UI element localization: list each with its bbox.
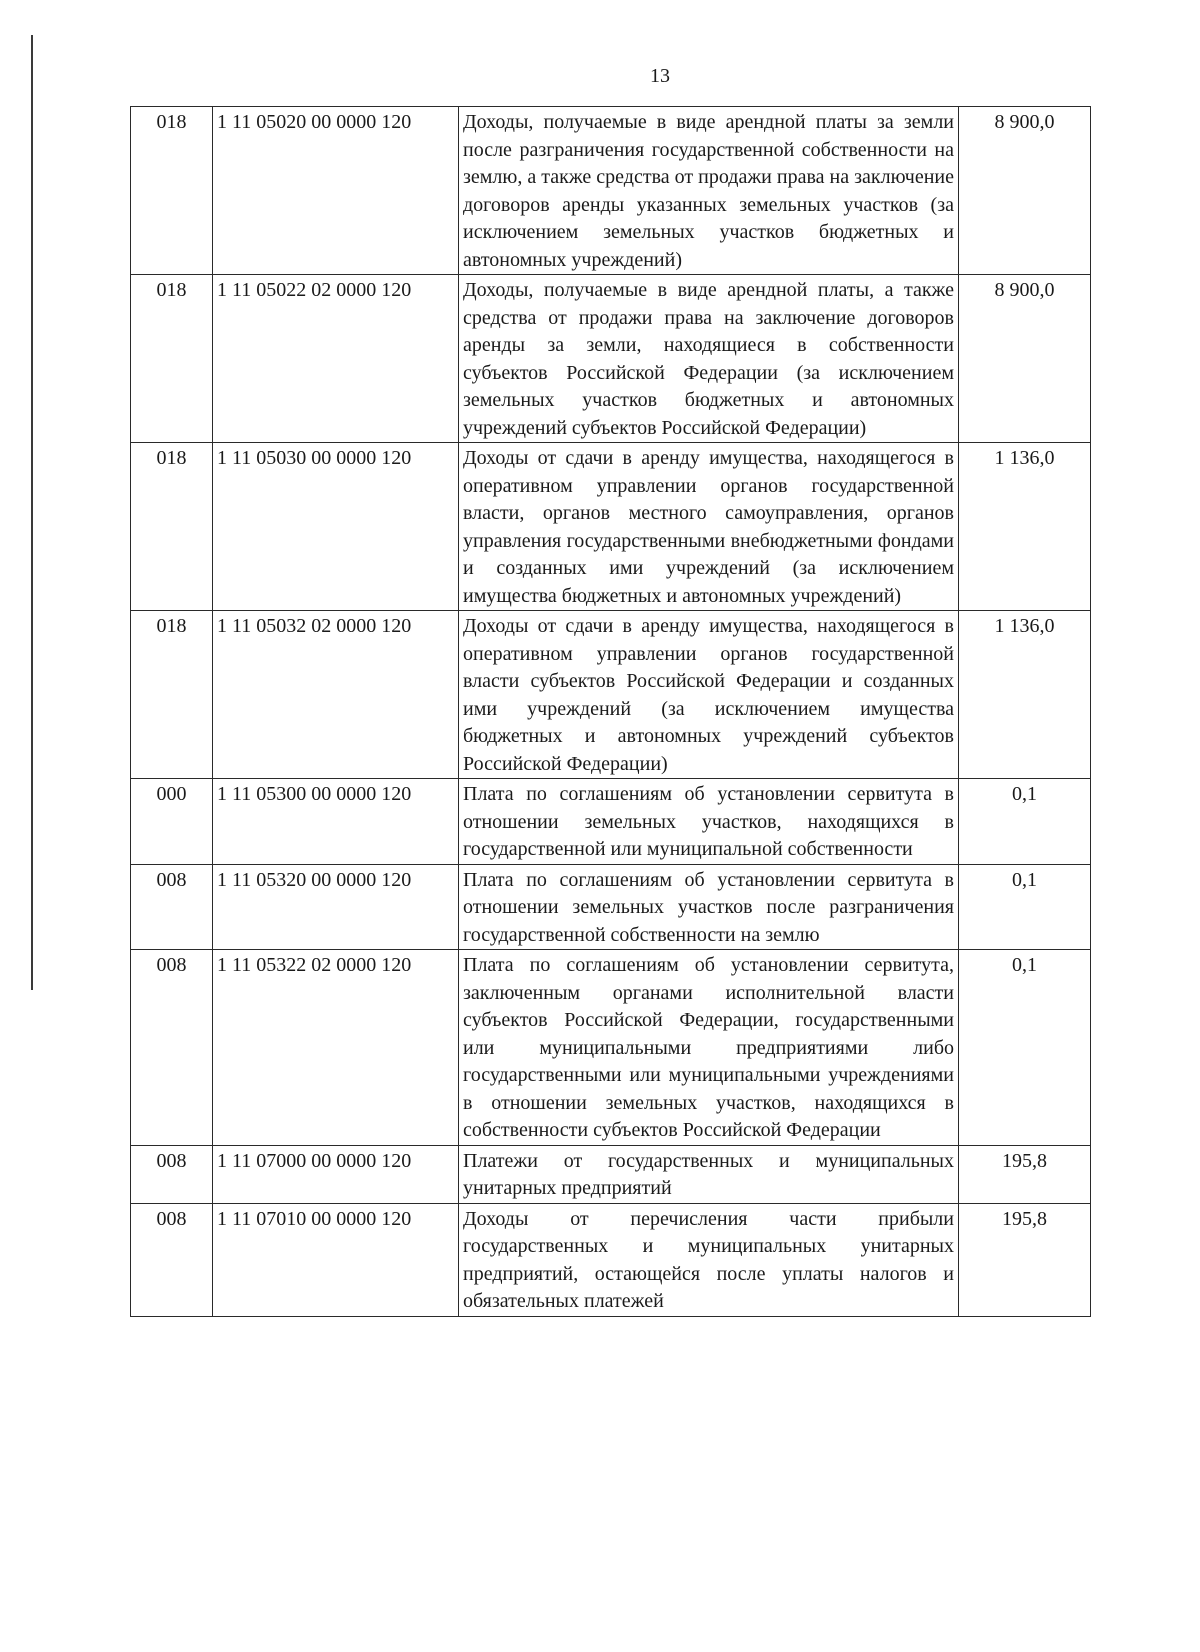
amount-cell: 1 136,0 bbox=[959, 443, 1091, 611]
description-cell: Плата по соглашениям об установлении сервитута, заключенным органами исполнительной власти субъектов Российской Федерации, государственными или муниципальными предприятиями либо государственными или муниципальными учреждениями в отношении земельных участков, находящихся в собственности субъектов Российской Федерации bbox=[459, 950, 959, 1146]
table-row bbox=[131, 275, 1091, 443]
amount-cell: 8 900,0 bbox=[959, 275, 1091, 443]
admin-code-cell: 008 bbox=[131, 1203, 213, 1316]
table-row bbox=[131, 950, 1091, 1146]
description-cell: Доходы от сдачи в аренду имущества, находящегося в оперативном управлении органов государственной власти, органов местного самоуправления, органов управления государственными внебюджетными фондами и созданных ими учреждений (за исключением имущества бюджетных и автономных учреждений) bbox=[459, 443, 959, 611]
admin-code-cell: 008 bbox=[131, 864, 213, 950]
revenue-table bbox=[130, 106, 1091, 1317]
budget-code-cell: 1 11 05032 02 0000 120 bbox=[213, 611, 459, 779]
table-row bbox=[131, 443, 1091, 611]
description-cell: Плата по соглашениям об установлении сервитута в отношении земельных участков, находящихся в государственной или муниципальной собственности bbox=[459, 779, 959, 865]
amount-cell: 195,8 bbox=[959, 1145, 1091, 1203]
admin-code-cell: 018 bbox=[131, 275, 213, 443]
description-cell: Платежи от государственных и муниципальных унитарных предприятий bbox=[459, 1145, 959, 1203]
admin-code-cell: 008 bbox=[131, 950, 213, 1146]
budget-code-cell: 1 11 07010 00 0000 120 bbox=[213, 1203, 459, 1316]
description-cell: Доходы, получаемые в виде арендной платы за земли после разграничения государственной собственности на землю, а также средства от продажи права на заключение договоров аренды указанных земельных участков (за исключением земельных участков бюджетных и автономных учреждений) bbox=[459, 107, 959, 275]
description-cell: Доходы от перечисления части прибыли государственных и муниципальных унитарных предприятий, остающейся после уплаты налогов и обязательных платежей bbox=[459, 1203, 959, 1316]
admin-code-cell: 008 bbox=[131, 1145, 213, 1203]
table-row bbox=[131, 779, 1091, 865]
amount-cell: 195,8 bbox=[959, 1203, 1091, 1316]
table-row bbox=[131, 864, 1091, 950]
table-row bbox=[131, 1145, 1091, 1203]
budget-code-cell: 1 11 05322 02 0000 120 bbox=[213, 950, 459, 1146]
left-margin-line bbox=[31, 35, 33, 990]
amount-cell: 8 900,0 bbox=[959, 107, 1091, 275]
budget-code-cell: 1 11 07000 00 0000 120 bbox=[213, 1145, 459, 1203]
budget-code-cell: 1 11 05020 00 0000 120 bbox=[213, 107, 459, 275]
amount-cell: 1 136,0 bbox=[959, 611, 1091, 779]
admin-code-cell: 018 bbox=[131, 611, 213, 779]
admin-code-cell: 018 bbox=[131, 443, 213, 611]
budget-code-cell: 1 11 05030 00 0000 120 bbox=[213, 443, 459, 611]
amount-cell: 0,1 bbox=[959, 950, 1091, 1146]
admin-code-cell: 018 bbox=[131, 107, 213, 275]
description-cell: Доходы от сдачи в аренду имущества, находящегося в оперативном управлении органов государственной власти субъектов Российской Федерации и созданных ими учреждений (за исключением имущества бюджетных и автономных учреждений субъектов Российской Федерации) bbox=[459, 611, 959, 779]
table-row bbox=[131, 1203, 1091, 1316]
admin-code-cell: 000 bbox=[131, 779, 213, 865]
table-row bbox=[131, 611, 1091, 779]
amount-cell: 0,1 bbox=[959, 864, 1091, 950]
table-row bbox=[131, 107, 1091, 275]
amount-cell: 0,1 bbox=[959, 779, 1091, 865]
budget-code-cell: 1 11 05022 02 0000 120 bbox=[213, 275, 459, 443]
page-number: 13 bbox=[650, 65, 670, 87]
budget-code-cell: 1 11 05300 00 0000 120 bbox=[213, 779, 459, 865]
description-cell: Плата по соглашениям об установлении сервитута в отношении земельных участков после разграничения государственной собственности на землю bbox=[459, 864, 959, 950]
budget-code-cell: 1 11 05320 00 0000 120 bbox=[213, 864, 459, 950]
description-cell: Доходы, получаемые в виде арендной платы, а также средства от продажи права на заключение договоров аренды за земли, находящиеся в собственности субъектов Российской Федерации (за исключением земельных участков бюджетных и автономных учреждений субъектов Российской Федерации) bbox=[459, 275, 959, 443]
